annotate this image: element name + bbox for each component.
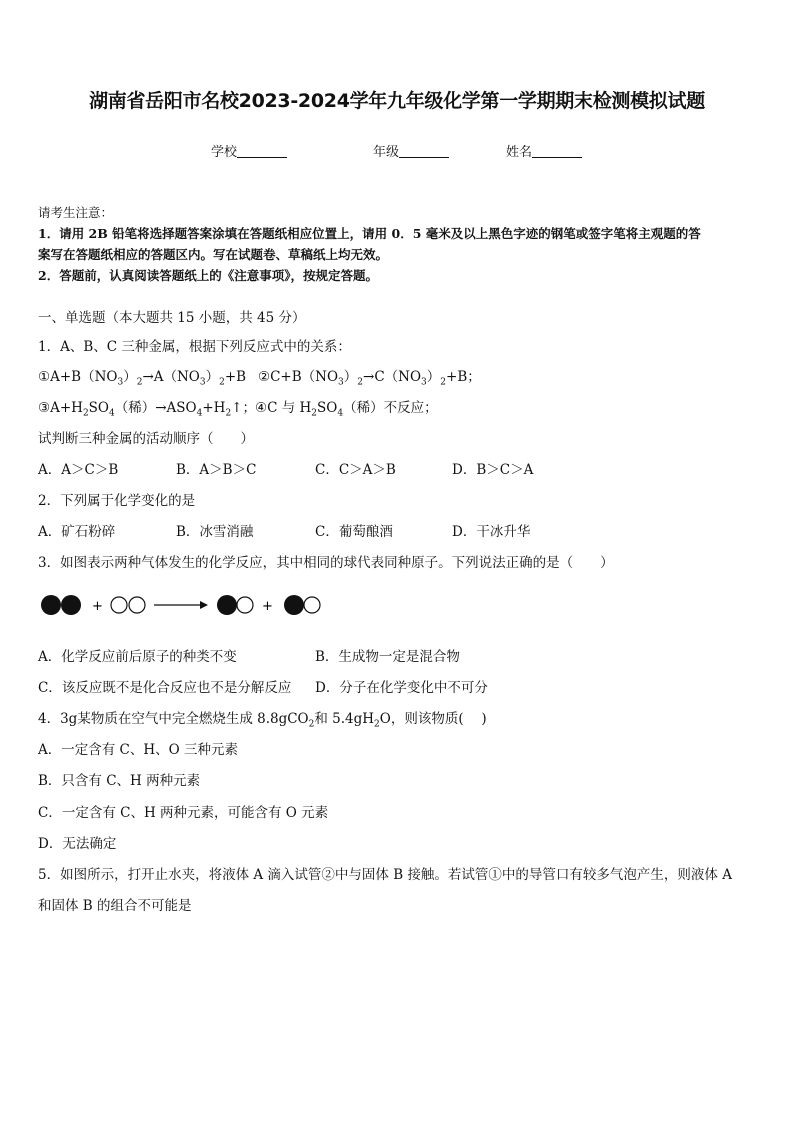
q1-question: 试判断三种金属的活动顺序（ ） [38,431,254,447]
q4-option-a: A．一定含有 C、H、O 三种元素 [38,742,239,758]
reaction-arrow-head [200,601,208,609]
name-blank [532,145,582,158]
q2-option-a: A．矿石粉碎 [38,524,116,540]
name-label: 姓名 [506,145,533,160]
notice-item1-line1: 1．请用 2B 铅笔将选择题答案涂填在答题纸相应位置上，请用 0．5 毫米及以上黑色字迹的钢笔或签字笔将主观题的答 [38,226,701,241]
q1-reaction-3: $③A+H_2SO_4$（稀）$\to ASO_4+H_2↑$； [38,400,256,419]
q2-stem: 2．下列属于化学变化的是 [38,493,196,509]
q4-option-c: C．一定含有 C、H 两种元素，可能含有 O 元素 [38,805,329,821]
grade-field [373,141,449,160]
reaction-molecule-diagram [40,592,340,622]
name-field [506,141,582,160]
white-atom [129,597,145,613]
plus-sign-2: + [262,599,273,614]
q3-option-a: A．化学反应前后原子的种类不变 [38,649,237,665]
q1-reaction-2: $②C+B(NO_3)_2\to C(NO_3)_2+B$； [258,369,481,388]
section-heading: 一、单选题（本大题共 15 小题，共 45 分） [38,310,306,326]
q1-option-d: D．B＞C＞A [452,462,534,478]
q3-option-c: C．该反应既不是化合反应也不是分解反应 [38,680,292,696]
notice-item2: 2．答题前，认真阅读答题纸上的《注意事项》，按规定答题。 [38,268,378,283]
school-field [211,141,287,160]
page-title: 湖南省岳阳市名校2023-2024学年九年级化学第一学期期末检测模拟试题 [89,90,705,112]
q3-option-d: D．分子在化学变化中不可分 [315,680,488,696]
q1-reaction-1: $①A+B(NO_3)_2\to A(NO_3)_2+B$ [38,369,247,388]
q3-stem: 3．如图表示两种气体发生的化学反应，其中相同的球代表同种原子。下列说法正确的是（ ） [38,555,614,571]
white-atom [237,597,253,613]
black-atom [217,595,237,615]
white-atom [111,597,127,613]
grade-blank [399,145,449,158]
q3-option-b: B．生成物一定是混合物 [315,649,460,665]
q4-stem: 4．3g某物质在空气中完全燃烧生成 8.8gCO$_2$和 $5.4gH_2O$，则该物质( ) [38,711,487,730]
black-atom [61,595,81,615]
school-blank [237,145,287,158]
notice-heading: 请考生注意： [38,205,114,220]
q5-stem-line2: 和固体 B 的组合不可能是 [38,898,192,914]
q4-option-b: B．只含有 C、H 两种元素 [38,773,201,789]
notice-item1-line2: 案写在答题纸相应的答题区内。写在试题卷、草稿纸上均无效。 [38,247,389,262]
q2-option-c: C．葡萄酿酒 [315,524,393,540]
white-atom [304,597,320,613]
plus-sign-1: + [92,599,103,614]
q1-option-c: C．C＞A＞B [315,462,396,478]
q1-option-b: B．A＞B＞C [176,462,257,478]
q1-stem: 1．A、B、C 三种金属，根据下列反应式中的关系： [38,339,351,355]
grade-label: 年级 [373,145,400,160]
q2-option-b: B．冰雪消融 [176,524,254,540]
black-atom [41,595,61,615]
q1-reaction-4: ④C 与 $H_2SO_4$（稀）不反应； [255,400,438,419]
q4-option-d: D．无法确定 [38,836,117,852]
school-label: 学校 [211,145,238,160]
q5-stem-line1: 5．如图所示，打开止水夹，将液体 A 滴入试管②中与固体 B 接触。若试管①中的导管口有较多气泡产生，则液体 A [38,867,732,883]
q2-option-d: D．干冰升华 [452,524,531,540]
black-atom [284,595,304,615]
q1-option-a: A．A＞C＞B [38,462,119,478]
